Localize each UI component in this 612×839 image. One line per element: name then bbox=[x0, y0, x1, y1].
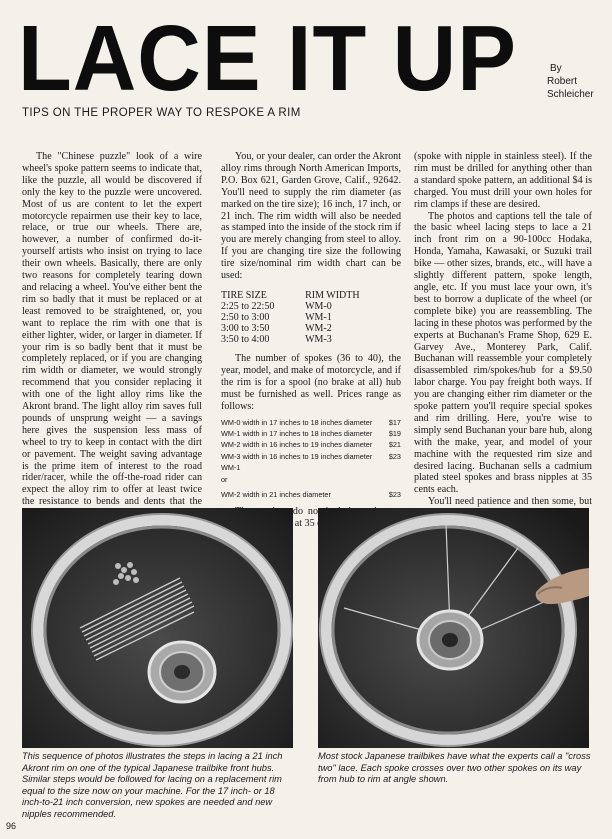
price-row bbox=[221, 462, 401, 473]
photo-cross-two-lace bbox=[318, 508, 589, 748]
paragraph: The number of spokes (36 to 40), the year, model, and make of motorcycle, and if the rim is for a spool (no brake at all) hub must be furnished as well. Prices range as follows: bbox=[221, 352, 401, 412]
photo-caption-right: Most stock Japanese trailbikes have what the experts call a "cross two" lace. Each spoke crosses over two other spokes on its way from hub to rim at angle shown. bbox=[318, 751, 591, 785]
table-row bbox=[221, 323, 391, 334]
price-item: WM-2 width in 16 inches to 19 inches diameter bbox=[221, 440, 373, 450]
text-column-2 bbox=[221, 151, 401, 530]
photo-rim-spokes-hub bbox=[22, 508, 293, 748]
table-cell: 2:25 to 22:50 bbox=[221, 300, 275, 312]
price-row bbox=[221, 439, 401, 450]
price-item: WM-0 width in 17 inches to 18 inches diameter bbox=[221, 417, 373, 427]
table-cell: WM-2 bbox=[305, 322, 332, 334]
text-column-1 bbox=[22, 151, 202, 520]
table-cell: WM-1 bbox=[305, 311, 332, 323]
price-value: $23 bbox=[388, 489, 401, 499]
price-value: $19 bbox=[388, 428, 401, 438]
paragraph: do not at 35 bbox=[292, 506, 321, 530]
table-row bbox=[221, 312, 391, 323]
paragraph: (spoke with nipple in stainless steel). If the rim must be drilled for anything other than a standard spoke pattern, an additional $4 is charged. You must drill your own holes for rim clamps if these are desired. bbox=[414, 151, 592, 210]
paragraph: The photos and captions tell the tale of the basic wheel lacing steps to lace a 21 inch front rim on a 90-100cc Hodaka, Honda, Yamaha, Kawasaki, or Suzuki trail bike — other sizes, brands, etc., will have a slightly different pattern, spoke length, angle, etc. If you must lace your own, it's best to borrow a duplicate of the wheel (or complete bike) you are reassembling. The lacing in these photos was performed by the experts at Buchanan's Frame Shop, 629 E. Garvey Ave., Monterey Park, Calif. Buchanan will reassemble your completely disassembled rim/spokes/hub for a $9.50 labor charge. You pay freight both ways. If you are changing either rim diameter or the spoke pattern you'll require special spokes and rim drilling. Here, you're wise to simply send Buchanan your bare hub, along with the make, year, and model of your machine with the requested rim size and desired lacing. Buchanan sells a cadmium plated steel spokes and brass nipples at 35 cents each. bbox=[414, 210, 592, 496]
price-row bbox=[221, 451, 401, 462]
price-item: WM-1 width in 17 inches to 18 inches diameter bbox=[221, 428, 373, 438]
article-title: LACE IT UP bbox=[18, 5, 517, 110]
price-value: $21 bbox=[388, 440, 401, 450]
rim-width-table bbox=[221, 290, 391, 345]
text-column-3 bbox=[414, 151, 592, 520]
table-cell: 2:50 to 3:00 bbox=[221, 311, 270, 323]
paragraph: The "Chinese puzzle" look of a wire wheel's spoke pattern seems to indicate that, like the puzzle, all would be discovered if only the key to the puzzle were uncovered. Most of us are content to let the expert motorcycle repairmen use their key to lace, relace, or true our wheels. There are, however, a number of confirmed do-it-yourself artists who insist on trying to lace their own wheels. Basically, there are only two reasons for completely tearing down and relacing a wheel. You've either bent the rim so badly that it must be replaced or at least removed to be straightened, or, you want to replace the rim with one that is either lighter, wider, or larger in diameter. If your rim is so badly bent that it must be completely replaced, or if you are changing rim width or diameter, we would strongly recommend that you consider replacing it with one of the light alloy rims like the Akront brand. The light alloy rim saves full pounds of unsprung weight — a savings here gives the suspension less mass of wheel to try to keep in contact with the dirt or pavement. The weight saving advantage is the prime item of interest to the road rider/racer, while the off-the-road rider can expect the alloy rim to offer at least twice the resistance to bends and dents that the bbox=[22, 151, 202, 508]
table-cell: WM-0 bbox=[305, 300, 332, 312]
price-row bbox=[221, 489, 401, 500]
table-header-row bbox=[221, 290, 391, 301]
price-row bbox=[221, 417, 401, 428]
price-item: or bbox=[221, 474, 228, 484]
price-row bbox=[221, 474, 401, 485]
rim-photo-illustration bbox=[22, 508, 293, 748]
paragraph: You'll need patience and then some, but bbox=[428, 496, 592, 508]
price-row bbox=[221, 428, 401, 439]
price-item: WM-3 width in 16 inches to 19 inches diameter bbox=[221, 451, 373, 461]
paragraph: You, or your dealer, can order the Akront alloy rims through North American Imports, P.O. Box 621, Garden Grove, Calif., 92642. You'll need to supply the rim diameter (as marked on the tire size); 16 inch, 17 inch, or 21 inch. The rim width will also be needed as stamped into the inside of the stock rim if you are merely changing from steel to alloy. If you are changing tire size the following tire size/nominal rim width chart can be used: bbox=[221, 151, 401, 282]
byline-by: By bbox=[550, 63, 562, 74]
page-number: 96 bbox=[6, 821, 17, 831]
lacing-photo-illustration bbox=[318, 508, 589, 748]
price-value: $23 bbox=[388, 451, 401, 461]
table-header-tire-size: TIRE SIZE bbox=[221, 289, 267, 301]
table-cell: 3:50 to 4:00 bbox=[221, 333, 270, 345]
article-subtitle: TIPS ON THE PROPER WAY TO RESPOKE A RIM bbox=[22, 107, 301, 119]
table-header-rim-width: RIM WIDTH bbox=[305, 289, 360, 301]
price-item: WM-1 bbox=[221, 463, 241, 473]
price-list bbox=[221, 417, 401, 501]
table-row bbox=[221, 334, 391, 345]
price-item: WM-2 width in 21 inches diameter bbox=[221, 489, 331, 499]
byline-author: Robert Schleicher bbox=[547, 76, 594, 100]
byline bbox=[545, 62, 609, 101]
price-value: $17 bbox=[388, 417, 401, 427]
table-row bbox=[221, 301, 391, 312]
table-cell: WM-3 bbox=[305, 333, 332, 345]
table-cell: 3:00 to 3:50 bbox=[221, 322, 270, 334]
photo-caption-left: This sequence of photos illustrates the steps in lacing a 21 inch Akront rim on one of the typical Japanese trailbike front hubs. Similar steps would be followed for lacing on a replacement rim equal to the size now on your machine. For the 17 inch- or 18 inch-to-21 inch conversion, new spokes are needed and new nipples recommended. bbox=[22, 751, 283, 819]
